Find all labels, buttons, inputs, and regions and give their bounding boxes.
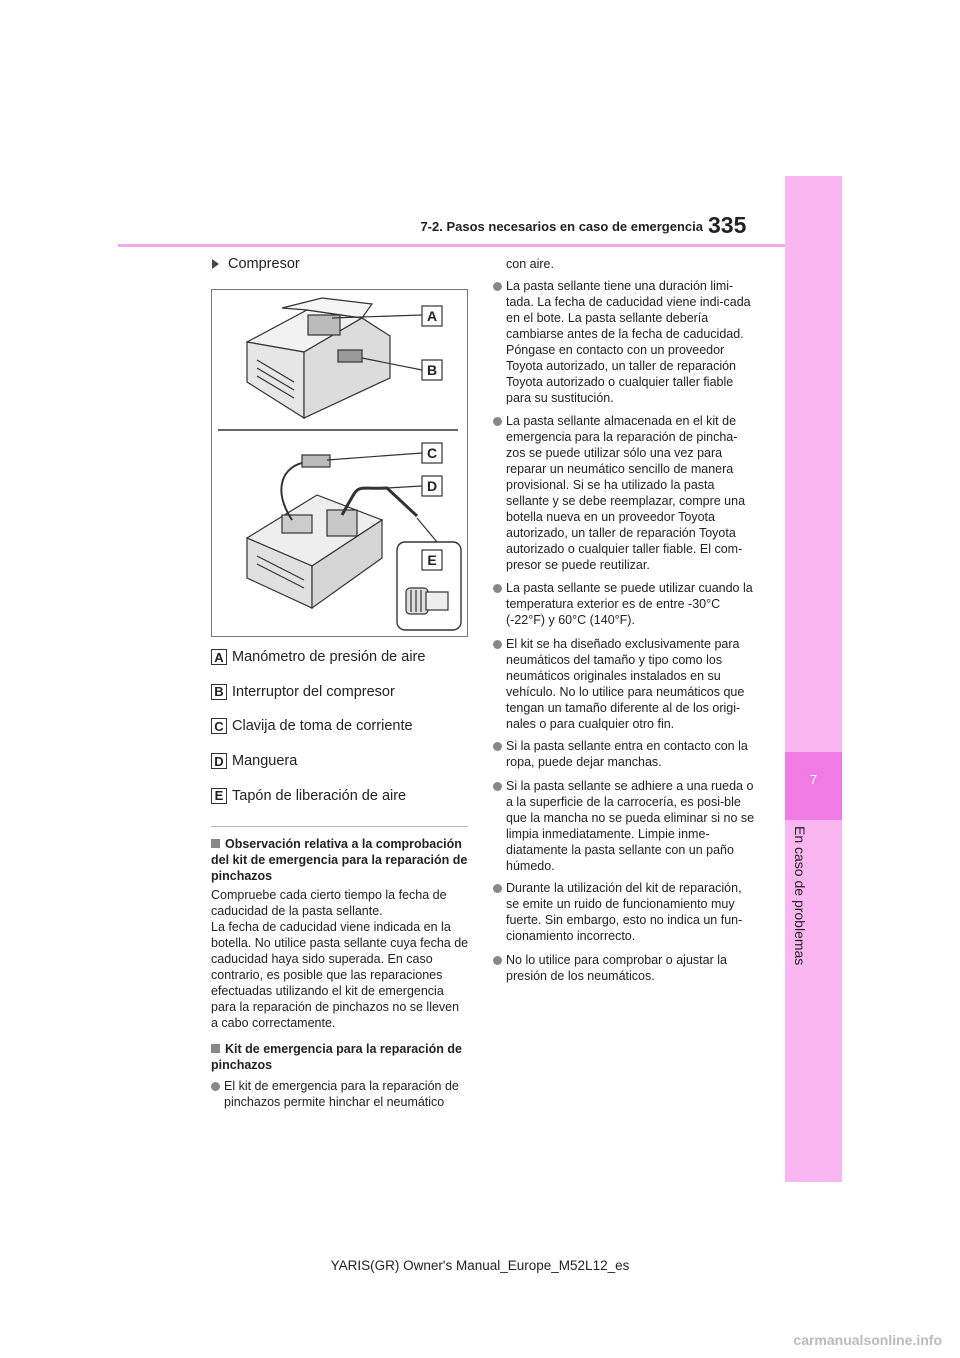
section-heading-kit: Kit de emergencia para la reparación de pinchazos bbox=[211, 1042, 462, 1072]
section-title: 7-2. Pasos necesarios en caso de emergencia bbox=[420, 219, 703, 234]
legend-letter: B bbox=[211, 684, 227, 700]
legend-letter: D bbox=[211, 753, 227, 769]
bullet-temperature: La pasta sellante se puede utilizar cuando la temperatura exterior es de entre -30°C (-22°F) y 60°C (140°F). bbox=[493, 580, 756, 628]
round-bullet-icon bbox=[493, 956, 502, 965]
round-bullet-icon bbox=[493, 417, 502, 426]
legend-text: Tapón de liberación de aire bbox=[232, 787, 407, 804]
legend-text: Interruptor del compresor bbox=[232, 683, 395, 700]
callout-c-label: C bbox=[426, 445, 438, 461]
legend-letter: E bbox=[211, 788, 227, 804]
continuation-text: con aire. bbox=[506, 257, 554, 271]
watermark: carmanualsonline.info bbox=[793, 1332, 942, 1348]
round-bullet-icon bbox=[493, 640, 502, 649]
round-bullet-icon bbox=[493, 584, 502, 593]
chapter-title: En caso de problemas bbox=[792, 826, 808, 966]
bullet-clothing: Si la pasta sellante entra en contacto con la ropa, puede dejar manchas. bbox=[493, 738, 756, 770]
legend-item-d bbox=[211, 753, 469, 788]
bullet-tire-size: El kit se ha diseñado exclusivamente para neumáticos del tamaño y tipo como los neumáticos originales instalados en su vehículo. No lo utilice para neumáticos que tengan un tamaño diferente al de los origi-nales o para cualquier otro fin. bbox=[493, 636, 756, 732]
section-heading-check: Observación relativa a la comprobación del kit de emergencia para la reparación de pinchazos bbox=[211, 837, 468, 883]
compressor-drawing bbox=[212, 290, 467, 636]
round-bullet-icon bbox=[211, 1082, 220, 1091]
compressor-top-view bbox=[247, 298, 390, 418]
footer-manual-id: YARIS(GR) Owner's Manual_Europe_M52L12_es bbox=[330, 1258, 630, 1273]
callout-d-label: D bbox=[426, 478, 438, 494]
legend-item-c bbox=[211, 718, 469, 753]
bullet-single-use: La pasta sellante almacenada en el kit de emergencia para la reparación de pincha-zos se puede utilizar sólo una vez para reparar un neumático sencillo de manera provisional. Si se ha utilizado la pasta sellante y se debe reemplazar, compre una botella nueva en un proveedor Toyota autorizado, un taller de reparación Toyota autorizado o cualquier taller fiable. El com-presor se puede reutilizar. bbox=[493, 413, 756, 573]
round-bullet-icon bbox=[493, 742, 502, 751]
round-bullet-icon bbox=[493, 282, 502, 291]
callout-a-label: A bbox=[426, 308, 438, 324]
figure-subtitle: Compresor bbox=[212, 256, 300, 272]
callout-legend bbox=[211, 649, 469, 822]
paragraph-check: Compruebe cada cierto tiempo la fecha de caducidad de la pasta sellante. La fecha de caducidad viene indicada en la botella. No utilice pasta sellante cuya fecha de caducidad haya sido superada. En caso contrario, es posible que las reparaciones efectuadas utilizando el kit de emergencia para la reparación de pinchazos no se lleven a cabo correctamente. bbox=[211, 888, 469, 1030]
column-rule bbox=[211, 826, 468, 827]
callout-line-c bbox=[327, 453, 422, 460]
bullet-kit: El kit de emergencia para la reparación de pinchazos permite hinchar el neumático bbox=[211, 1078, 469, 1110]
callout-b-label: B bbox=[426, 362, 438, 378]
chapter-number: 7 bbox=[809, 772, 818, 787]
legend-item-b bbox=[211, 684, 469, 719]
callout-line-d bbox=[387, 486, 422, 488]
bullet-body-surface: Si la pasta sellante se adhiere a una rueda o a la superficie de la carrocería, es posi-ble que la mancha no se pueda eliminar si no se limpia inmediatamente. Limpie inme-diatamente la pasta sellante con un paño húmedo. bbox=[493, 778, 756, 874]
compressor-open-view bbox=[247, 455, 417, 608]
header-rule bbox=[118, 244, 785, 247]
round-bullet-icon bbox=[493, 782, 502, 791]
page-number: 335 bbox=[708, 212, 747, 238]
bullet-pressure: No lo utilice para comprobar o ajustar la presión de los neumáticos. bbox=[493, 952, 756, 984]
legend-text: Manguera bbox=[232, 753, 298, 770]
callout-e-label: E bbox=[427, 552, 437, 568]
air-release-cap-drawing bbox=[406, 588, 448, 614]
legend-letter: A bbox=[211, 649, 227, 665]
round-bullet-icon bbox=[493, 884, 502, 893]
legend-text: Manómetro de presión de aire bbox=[232, 649, 426, 665]
square-bullet-icon bbox=[211, 1044, 220, 1053]
legend-item-e bbox=[211, 788, 469, 823]
compressor-illustration bbox=[211, 289, 468, 637]
legend-item-a bbox=[211, 649, 469, 684]
legend-letter: C bbox=[211, 718, 227, 734]
triangle-bullet-icon bbox=[212, 259, 219, 269]
bullet-duration: La pasta sellante tiene una duración limi-tada. La fecha de caducidad viene indi-cada en el bote. La pasta sellante debería cambiarse antes de la fecha de caducidad. Póngase en contacto con un proveedor Toyota autorizado, un taller de reparación Toyota autorizado o cualquier taller fiable para su sustitución. bbox=[493, 278, 756, 406]
inset-pointer bbox=[417, 518, 437, 542]
legend-text: Clavija de toma de corriente bbox=[232, 718, 413, 735]
bullet-noise: Durante la utilización del kit de reparación, se emite un ruido de funcionamiento muy fuerte. Sin embargo, esto no indica un fun-cionamiento incorrecto. bbox=[493, 880, 756, 944]
chapter-side-tab bbox=[785, 176, 842, 1182]
square-bullet-icon bbox=[211, 839, 220, 848]
